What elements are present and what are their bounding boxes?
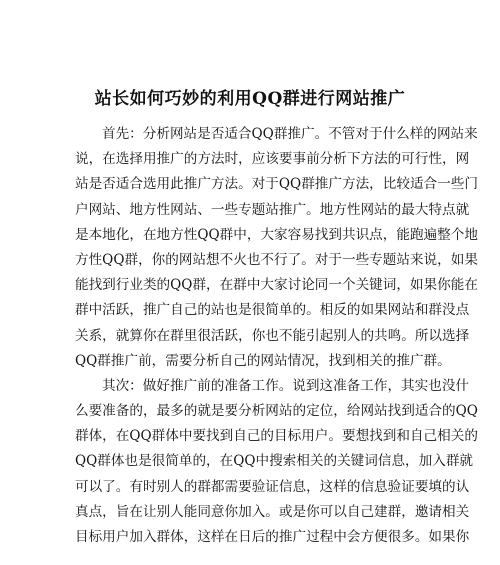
text-line: 真点，旨在让别人能同意你加入。或是你可以自己建群，邀请相关 — [75, 503, 470, 520]
text-line: 能找到行业类的QQ群，在群中大家讨论同一个关键词，如果你能在 — [75, 277, 478, 294]
page-title: 站长如何巧妙的利用QQ群进行网站推广 — [94, 89, 406, 109]
text-line: QQ群体也是很简单的，在QQ中搜索相关的关键词信息，加入群就 — [75, 453, 474, 470]
text-line: 说，在选择用推广的方法时，应该要事前分析下方法的可行性，网 — [75, 151, 470, 168]
text-line: 户网站、地方性网站、一些专题站推广。地方性网站的最大特点就 — [75, 201, 470, 218]
document-body — [75, 122, 478, 550]
text-line: 是本地化，在地方性QQ群中，大家容易找到共识点，能跑遍整个地 — [75, 226, 478, 243]
text-line: 群体，在QQ群体中要找到自己的目标用户。要想找到和自己相关的 — [75, 428, 478, 445]
text-line: QQ群推广前，需要分析自己的网站情况，找到相关的推广群。 — [75, 352, 451, 369]
text-line: 其次：做好推广前的准备工作。说到这准备工作，其实也没什 — [102, 377, 470, 394]
text-line: 站是否适合选用此推广方法。对于QQ群推广方法，比较适合一些门 — [75, 176, 478, 193]
text-line: 方性QQ群，你的网站想不火也不行了。对于一些专题站来说，如果 — [75, 251, 478, 268]
text-line: 关系，就算你在群里很活跃，你也不能引起别人的共鸣。所以选择 — [75, 327, 470, 344]
text-line: 可以了。有时别人的群都需要验证信息，这样的信息验证要填的认 — [75, 478, 470, 495]
text-line: 目标用户加入群体，这样在日后的推广过程中会方便很多。如果你 — [75, 529, 470, 545]
text-line: 群中活跃，推广自己的站也是很简单的。相反的如果网站和群没点 — [75, 302, 470, 319]
text-line: 么要准备的，最多的就是要分析网站的定位，给网站找到适合的QQ — [75, 403, 478, 420]
text-line: 首先：分析网站是否适合QQ群推广。不管对于什么样的网站来 — [102, 126, 478, 142]
